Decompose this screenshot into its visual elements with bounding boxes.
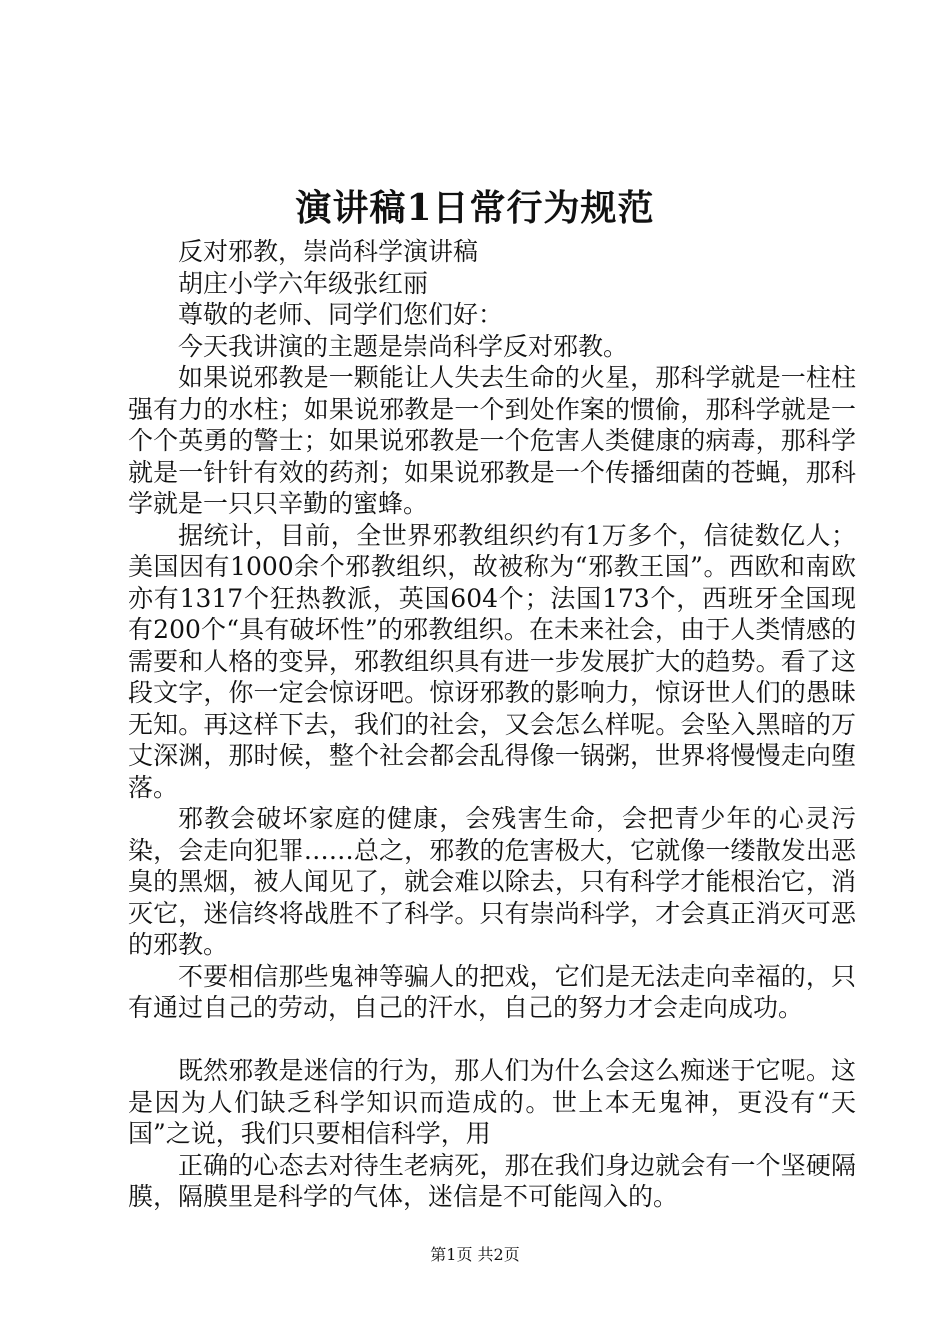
paragraph-gap [128,1024,856,1056]
paragraph-greeting: 尊敬的老师、同学们您们好： [178,300,504,329]
paragraph: 不要相信那些鬼神等骗人的把戏，它们是无法走向幸福的，只有通过自己的劳动，自己的汗水，自己的努力才会走向成功。 [128,961,856,1022]
paragraph-topic: 今天我讲演的主题是崇尚科学反对邪教。 [178,331,629,361]
document-body [128,236,856,1213]
page-title: 演讲稿1日常行为规范 [295,187,655,229]
paragraph: 既然邪教是迷信的行为，那人们为什么会这么痴迷于它呢。这是因为人们缺乏科学知识而造成的。世上本无鬼神，更没有“天国”之说，我们只要相信科学，用 [128,1056,856,1148]
page-number-footer: 第1页 共2页 [430,1245,520,1264]
paragraph: 正确的心态去对待生老病死，那在我们身边就会有一个坚硬隔膜，隔膜里是科学的气体，迷信是不可能闯入的。 [128,1150,856,1211]
paragraph: 邪教会破坏家庭的健康，会残害生命，会把青少年的心灵污染，会走向犯罪……总之，邪教的危害极大，它就像一缕散发出恶臭的黑烟，被人闻见了，就会难以除去，只有科学才能根治它，消灭它，迷信终将战胜不了科学。只有崇尚科学，才会真正消灭可恶的邪教。 [128,804,856,959]
paragraph: 据统计，目前，全世界邪教组织约有1万多个，信徒数亿人；美国因有1000余个邪教组织，故被称为“邪教王国”。西欧和南欧亦有1317个狂热教派，英国604个；法国173个，西班牙全国现有200个“具有破坏性”的邪教组织。在未来社会，由于人类情感的需要和人格的变异，邪教组织具有进一步发展扩大的趋势。看了这段文字，你一定会惊讶吧。惊讶邪教的影响力，惊讶世人们的愚昧无知。再这样下去，我们的社会，又会怎么样呢。会坠入黑暗的万丈深渊，那时候，整个社会都会乱得像一锅粥，世界将慢慢走向堕落。 [128,520,856,802]
paragraph: 如果说邪教是一颗能让人失去生命的火星，那科学就是一柱柱强有力的水柱；如果说邪教是一个到处作案的惯偷，那科学就是一个个英勇的警士；如果说邪教是一个危害人类健康的病毒，那科学就是一针针有效的药剂；如果说邪教是一个传播细菌的苍蝇，那科学就是一只只辛勤的蜜蜂。 [128,363,856,518]
paragraph-author: 胡庄小学六年级张红丽 [178,268,429,298]
paragraph-heading: 反对邪教，崇尚科学演讲稿 [178,237,479,266]
